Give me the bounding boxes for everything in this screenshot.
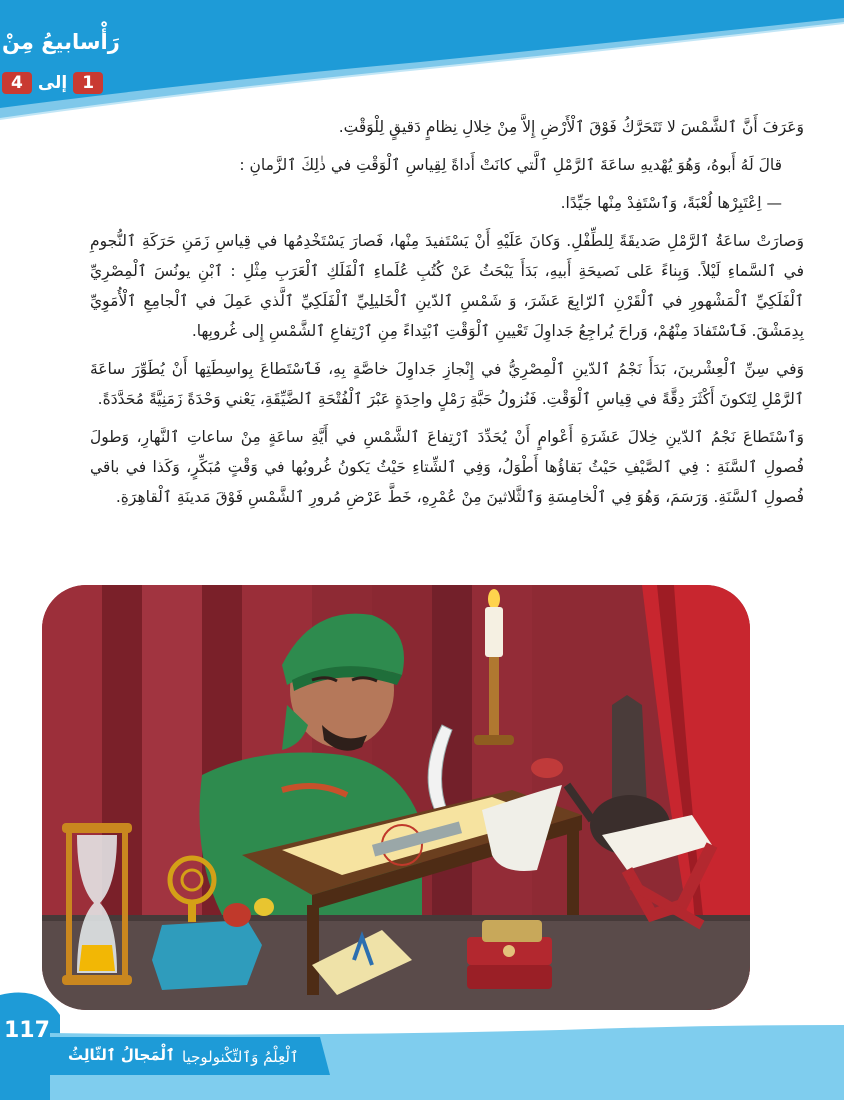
dialogue-line: — اِعْتَبِرْها لُعْبَةً، وَٱسْتَفِدْ مِنْها جَيِّدًا.: [560, 194, 782, 212]
cup-icon: [531, 758, 563, 778]
page-footer: [0, 985, 844, 1100]
week-to-word: إلى: [37, 73, 68, 93]
footer-topic-label: ٱلْعِلْمُ وَٱلتِّكْنولوجيا: [182, 1048, 299, 1066]
paragraph: قالَ لَهُ أَبوهُ، وَهُوَ يُهْديهِ ساعَةَ ٱلرَّمْلِ ٱلَّتي كانَتْ أَداةً لِقِياسِ ٱلْوَقْتِ في ذٰلِكَ ٱلزَّمانِ :: [239, 156, 782, 174]
footer-field-label: ٱلْمَجالُ ٱلثّالِثُ: [68, 1046, 175, 1064]
week-to-badge: 4: [2, 72, 32, 94]
story-text: [90, 112, 804, 520]
banner-title: رَأْسابيعُ مِنْ: [2, 30, 120, 54]
paragraph: وَٱسْتَطاعَ نَجْمُ ٱلدّينِ خِلالَ عَشَرَةِ أَعْوامٍ أَنْ يُحَدِّدَ ٱرْتِفاعَ ٱلشَّمْسِ في أَيَّةِ ساعَةٍ مِنْ ساعاتِ ٱلنَّهارِ، وَطولَ فُصولِ ٱلسَّنَةِ : فِي ٱلصَّيْفِ حَيْثُ بَقاؤُها أَطْوَلُ، وَفِي ٱلشِّتاءِ حَيْثُ يَكونُ غُروبُها في وَقْتٍ مُبَكِّرٍ، وَكَذا في باقي فُصولِ ٱلسَّنَةِ. وَرَسَمَ، وَهُوَ فِي ٱلْخامِسَةِ وَٱلثَّلاثينَ مِنْ عُمْرِهِ، خَطَّ عَرْضِ مُرورِ ٱلشَّمْسِ فَوْقَ مَدينَةِ ٱلْقاهِرَةِ.: [90, 428, 804, 506]
page-number: 117: [4, 1018, 50, 1043]
paragraph: وَعَرَفَ أَنَّ ٱلشَّمْسَ لا تَتَحَرَّكُ فَوْقَ ٱلْأَرْضِ إِلاَّ مِنْ خِلالِ نِظامٍ دَقيقٍ لِلْوَقْتِ.: [338, 118, 804, 136]
chapter-banner: [0, 0, 844, 125]
footer-shape: [0, 985, 844, 1100]
week-from-badge: 1: [73, 72, 103, 94]
week-range: [2, 72, 103, 94]
astronomer-illustration: [42, 585, 750, 1010]
paragraph: وَفي سِنِّ ٱلْعِشْرينَ، بَدَأَ نَجْمُ ٱلدّينِ ٱلْمِصْرِيُّ في إِنْجازِ جَداوِلَ خاصَّةٍ بِهِ، فَٱسْتَطاعَ بِواسِطَتِها أَنْ يُطَوِّرَ ساعَةَ ٱلرَّمْلِ لِتَكونَ أَكْثَرَ دِقَّةً في قِياسِ ٱلْوَقْتِ. فَنُزولُ حَبَّةِ رَمْلٍ واحِدَةٍ عَبْرَ ٱلْفُتْحَةِ ٱلضَّيِّقَةِ، يَعْني وَحْدَةً زَمَنِيَّةً مُحَدَّدَةً.: [90, 360, 804, 408]
illustration-scene: [42, 585, 750, 1010]
paragraph: وَصارَتْ ساعَةُ ٱلرَّمْلِ صَديقَةً لِلطِّفْلِ. وَكانَ عَلَيْهِ أَنْ يَسْتَفيدَ مِنْها، فَصارَ يَسْتَخْدِمُها في قِياسِ زَمَنِ حَرَكَةِ ٱلنُّجومِ في ٱلسَّماءِ لَيْلاً. وَبِناءً عَلى نَصيحَةِ أَبيهِ، بَدَأَ يَبْحَثُ عَنْ كُتُبِ عُلَماءِ ٱلْفَلَكِ ٱلْعَرَبِ مِثْلِ : ٱبْنِ يونُسَ ٱلْمِصْرِيِّ ٱلْفَلَكِيِّ ٱلْمَشْهورِ في ٱلْقَرْنِ ٱلرّابِعَ عَشَرَ، وَ شَمْسِ ٱلدّينِ ٱلْخَليلِيِّ ٱلْفَلَكِيِّ ٱلَّذي عَمِلَ في ٱلْجامِعِ ٱلْأُمَوِيِّ بِدِمَشْقَ. فَٱسْتَفادَ مِنْهُمْ، وَراحَ يُراجِعُ جَداوِلَ تَعْيينِ ٱلْوَقْتِ ٱبْتِداءً مِنِ ٱرْتِفاعِ ٱلشَّمْسِ إِلى غُروبِها.: [90, 232, 804, 340]
banner-shape: [0, 0, 844, 125]
